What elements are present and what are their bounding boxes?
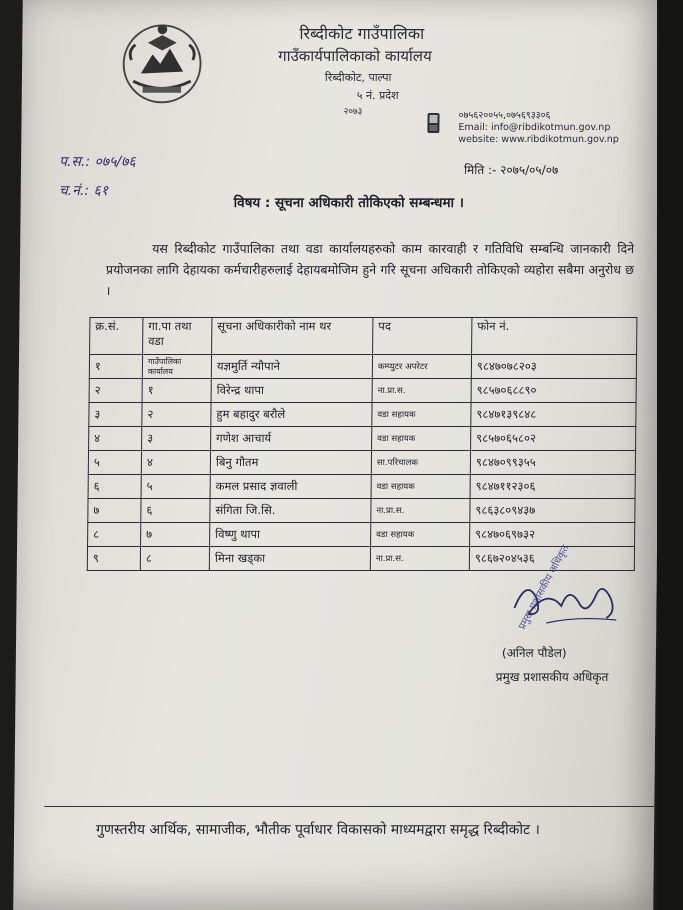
- table-row: [88, 475, 635, 499]
- letter-body: यस रिब्दीकोट गाउँपालिका तथा वडा कार्यालयहरुको काम कारवाही र गतिविधि सम्बन्धि जानकारी दिने प्रयोजनका लागि देहायका कर्मचारीहरुलाई देहायबमोजिम हुने गरि सूचना अधिकारी तोकिएको व्यहोरा सबैमा अनुरोध छ ।: [105, 241, 635, 298]
- cell-phone: ९८५७०६८८९०: [471, 379, 636, 403]
- cell-phone: ९८६३८०९४३७: [470, 499, 635, 523]
- cell-ward: ४: [141, 451, 210, 475]
- reference-number: प.स.: ०७५/७६: [58, 154, 136, 170]
- cell-ward: २: [142, 403, 211, 427]
- cell-ward: ५: [141, 475, 210, 499]
- background-edge: [657, 0, 683, 910]
- cell-serial: ३: [89, 403, 142, 427]
- cell-serial: ५: [88, 451, 141, 475]
- table-row: [89, 379, 636, 403]
- info-officer-table: [87, 317, 638, 571]
- nepal-emblem-icon: [114, 14, 211, 110]
- cell-serial: ९: [87, 547, 140, 571]
- cell-post: ना.प्रा.स.: [371, 499, 470, 523]
- contact-email: Email: info@ribdikotmun.gov.np: [458, 122, 611, 133]
- cell-ward: ७: [141, 523, 210, 547]
- col-phone: फोन नं.: [472, 318, 637, 355]
- cell-serial: ७: [88, 499, 141, 523]
- cell-phone: ९८५७०६५८०२: [471, 427, 636, 451]
- cell-post: वडा सहायक: [371, 475, 470, 499]
- cell-serial: १: [89, 355, 142, 379]
- cell-serial: ८: [88, 523, 141, 547]
- cell-name: विरेन्द्र थापा: [211, 379, 372, 403]
- cell-ward: गाउँपालिका कार्यालय: [142, 355, 211, 379]
- signatory-title: प्रमुख प्रशासकीय अधिकृत: [495, 670, 609, 684]
- col-name: सूचना अधिकारीको नाम थर: [212, 318, 373, 355]
- col-serial: क्र.सं.: [90, 318, 143, 355]
- cell-ward: १: [142, 379, 211, 403]
- cell-post: ना.प्रा.स.: [372, 379, 471, 403]
- table-row: [89, 403, 636, 427]
- cell-phone: ९८४७१३९८४८: [471, 403, 636, 427]
- cell-name: गणेश आचार्य: [211, 427, 372, 451]
- table-row: [89, 355, 636, 379]
- cell-post: सा.परिचालक: [371, 451, 470, 475]
- table-row: [88, 499, 635, 523]
- cell-post: ना.प्रा.स.: [370, 547, 469, 571]
- cell-serial: २: [89, 379, 142, 403]
- contact-website: website: www.ribdikotmun.gov.np: [458, 134, 619, 145]
- cell-post: वडा सहायक: [371, 523, 470, 547]
- dispatch-number: च.नं.: ६१: [58, 183, 109, 199]
- footer-divider: [44, 806, 654, 807]
- cell-name: यज्ञमुर्ति न्यौपाने: [211, 355, 372, 379]
- col-ward: गा.पा तथा वडा: [143, 318, 212, 355]
- cell-name: संगिता जि.सि.: [210, 499, 371, 523]
- cell-serial: ४: [89, 427, 142, 451]
- letter-date: मिति :- २०७५/०५/०७: [463, 163, 559, 177]
- cell-post: कम्प्युटर अपरेटर: [372, 355, 471, 379]
- header-office: गाउँकार्यपालिकाको कार्यालय: [278, 47, 432, 65]
- cell-ward: ६: [141, 499, 210, 523]
- phone-icon: [424, 112, 442, 134]
- header-year: २०७३: [343, 107, 363, 117]
- cell-serial: ६: [88, 475, 141, 499]
- table-header-row: [90, 318, 637, 355]
- cell-name: बिनु गौतम: [210, 451, 371, 475]
- cell-phone: ९८४७०९९३५५: [470, 451, 635, 475]
- table-row: [88, 451, 635, 475]
- footer-slogan: गुणस्तरीय आर्थिक, सामाजीक, भौतीक पूर्वाधार विकासको माध्यमद्वारा समृद्ध रिब्दीकोट ।: [95, 822, 540, 838]
- cell-phone: ९८४७०७८२०३: [471, 355, 636, 379]
- signatory-name: (अनिल पौडेल): [501, 646, 567, 660]
- header-municipality: रिब्दीकोट गाउँपालिका: [299, 24, 425, 43]
- cell-name: हुम बहादुर बरौले: [211, 403, 372, 427]
- letter-paper: [13, 0, 663, 910]
- table-row: [89, 427, 636, 451]
- contact-phone: ०७५६२००५५,०७५६९३३०६: [458, 110, 551, 121]
- seal-stamp-text: प्रमुख प्रशासकीय अधिकृत: [516, 543, 572, 632]
- cell-post: वडा सहायक: [372, 403, 471, 427]
- col-post: पद: [373, 318, 472, 355]
- cell-phone: ९८६७२०४५३६: [469, 547, 634, 571]
- cell-name: मिना खड्का: [209, 547, 370, 571]
- header-location: रिब्दीकोट, पाल्पा: [324, 71, 392, 84]
- header-province: ५ नं. प्रदेश: [356, 89, 399, 102]
- cell-phone: ९८४७०६९७३२: [470, 523, 635, 547]
- table-row: [88, 523, 635, 547]
- cell-ward: ३: [142, 427, 211, 451]
- letter-subject: विषय : सूचना अधिकारी तोकिएको सम्बन्धमा ।: [233, 195, 464, 211]
- cell-ward: ८: [140, 547, 209, 571]
- cell-phone: ९८४७११२३०६: [470, 475, 635, 499]
- contact-block: [458, 110, 619, 146]
- cell-name: विष्णु थापा: [210, 523, 371, 547]
- cell-name: कमल प्रसाद ज्ञवाली: [210, 475, 371, 499]
- cell-post: वडा सहायक: [372, 427, 471, 451]
